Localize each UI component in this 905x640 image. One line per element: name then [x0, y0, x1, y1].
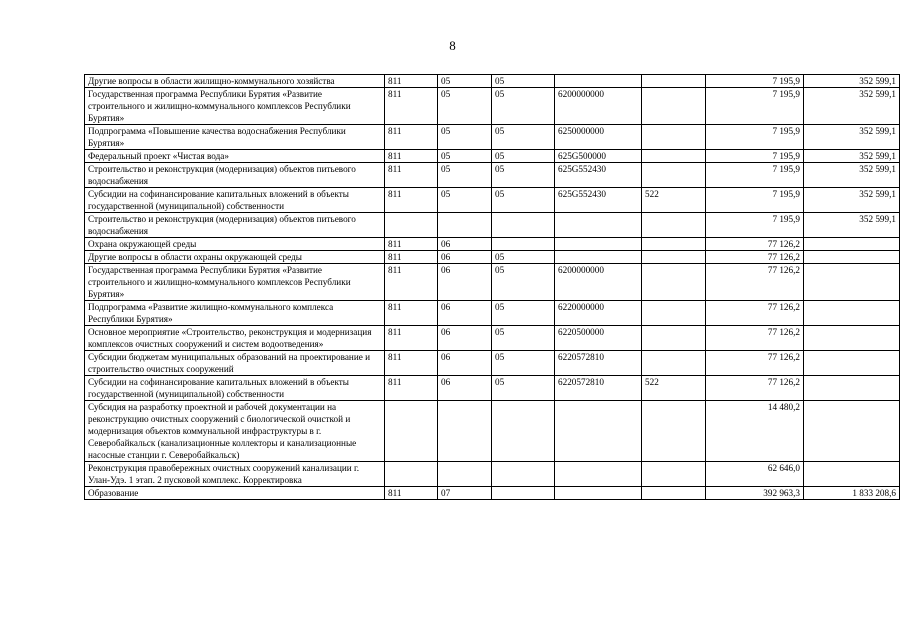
- cell-target-article: [555, 251, 642, 264]
- cell-section-code: [438, 401, 492, 462]
- cell-section-code: 05: [438, 150, 492, 163]
- cell-subsection-code: [492, 401, 555, 462]
- cell-sum-1: 77 126,2: [706, 264, 804, 301]
- cell-name: Субсидии бюджетам муниципальных образований на проектирование и строительство очистных сооружений: [85, 351, 385, 376]
- cell-expense-type: [642, 351, 706, 376]
- cell-section-code: 06: [438, 351, 492, 376]
- table-row: [85, 351, 900, 376]
- cell-sum-2: 1 833 208,6: [804, 487, 900, 500]
- cell-sum-1: 7 195,9: [706, 150, 804, 163]
- cell-sum-2: [804, 401, 900, 462]
- cell-sum-1: 7 195,9: [706, 163, 804, 188]
- cell-section-code: [438, 213, 492, 238]
- cell-section-code: 05: [438, 75, 492, 88]
- cell-expense-type: [642, 163, 706, 188]
- cell-section-code: [438, 462, 492, 487]
- cell-target-article: [555, 238, 642, 251]
- table-row: [85, 150, 900, 163]
- cell-name: Строительство и реконструкция (модернизация) объектов питьевого водоснабжения: [85, 213, 385, 238]
- cell-expense-type: [642, 213, 706, 238]
- cell-section-code: 05: [438, 88, 492, 125]
- cell-sum-1: 14 480,2: [706, 401, 804, 462]
- table-row: [85, 88, 900, 125]
- cell-subsection-code: 05: [492, 376, 555, 401]
- cell-grbs-code: [385, 213, 438, 238]
- table-row: [85, 326, 900, 351]
- cell-subsection-code: 05: [492, 163, 555, 188]
- cell-sum-2: [804, 238, 900, 251]
- cell-section-code: 05: [438, 188, 492, 213]
- cell-subsection-code: 05: [492, 88, 555, 125]
- cell-name: Подпрограмма «Повышение качества водоснабжения Республики Бурятия»: [85, 125, 385, 150]
- table-row: [85, 238, 900, 251]
- cell-sum-2: 352 599,1: [804, 150, 900, 163]
- cell-expense-type: [642, 487, 706, 500]
- table-row: [85, 125, 900, 150]
- table-row: [85, 462, 900, 487]
- table-row: [85, 401, 900, 462]
- cell-section-code: 06: [438, 376, 492, 401]
- cell-grbs-code: 811: [385, 150, 438, 163]
- cell-grbs-code: 811: [385, 351, 438, 376]
- cell-subsection-code: 05: [492, 150, 555, 163]
- cell-expense-type: 522: [642, 376, 706, 401]
- cell-target-article: [555, 401, 642, 462]
- cell-subsection-code: 05: [492, 264, 555, 301]
- cell-section-code: 05: [438, 125, 492, 150]
- cell-sum-2: 352 599,1: [804, 188, 900, 213]
- cell-name: Охрана окружающей среды: [85, 238, 385, 251]
- cell-sum-1: 62 646,0: [706, 462, 804, 487]
- cell-section-code: 06: [438, 264, 492, 301]
- cell-target-article: 6200000000: [555, 264, 642, 301]
- cell-sum-1: 77 126,2: [706, 326, 804, 351]
- cell-sum-1: 7 195,9: [706, 213, 804, 238]
- cell-subsection-code: 05: [492, 326, 555, 351]
- budget-table: [84, 74, 900, 500]
- cell-sum-1: 7 195,9: [706, 125, 804, 150]
- cell-sum-2: 352 599,1: [804, 213, 900, 238]
- cell-subsection-code: 05: [492, 75, 555, 88]
- cell-expense-type: [642, 326, 706, 351]
- table-row: [85, 251, 900, 264]
- cell-section-code: 06: [438, 326, 492, 351]
- cell-name: Государственная программа Республики Бурятия «Развитие строительного и жилищно-коммунального комплексов Республики Бурятия»: [85, 264, 385, 301]
- cell-grbs-code: 811: [385, 301, 438, 326]
- cell-grbs-code: 811: [385, 88, 438, 125]
- cell-sum-1: 77 126,2: [706, 251, 804, 264]
- cell-sum-1: 7 195,9: [706, 188, 804, 213]
- cell-name: Субсидия на разработку проектной и рабочей документации на реконструкцию очистных сооружений с биологической очисткой и модернизация объектов коммунальной инфраструктуры в г. Северобайкальск (канализационные коллекторы и канализационные насосные станции г. Северобайкальск): [85, 401, 385, 462]
- table-row: [85, 376, 900, 401]
- cell-subsection-code: 05: [492, 188, 555, 213]
- cell-sum-1: 77 126,2: [706, 351, 804, 376]
- table-row: [85, 301, 900, 326]
- cell-grbs-code: [385, 401, 438, 462]
- cell-name: Государственная программа Республики Бурятия «Развитие строительного и жилищно-коммунального комплексов Республики Бурятия»: [85, 88, 385, 125]
- cell-expense-type: [642, 75, 706, 88]
- page-number: 8: [449, 38, 456, 53]
- cell-sum-1: 392 963,3: [706, 487, 804, 500]
- cell-sum-1: 77 126,2: [706, 301, 804, 326]
- cell-subsection-code: 05: [492, 351, 555, 376]
- cell-sum-2: [804, 251, 900, 264]
- cell-name: Субсидии на софинансирование капитальных вложений в объекты государственной (муниципальной) собственности: [85, 188, 385, 213]
- cell-grbs-code: 811: [385, 264, 438, 301]
- cell-expense-type: [642, 462, 706, 487]
- table-row: [85, 75, 900, 88]
- cell-expense-type: [642, 88, 706, 125]
- cell-name: Строительство и реконструкция (модернизация) объектов питьевого водоснабжения: [85, 163, 385, 188]
- cell-target-article: 6220572810: [555, 351, 642, 376]
- cell-sum-2: 352 599,1: [804, 75, 900, 88]
- table-row: [85, 213, 900, 238]
- cell-section-code: 06: [438, 251, 492, 264]
- cell-target-article: 6200000000: [555, 88, 642, 125]
- cell-target-article: [555, 462, 642, 487]
- cell-expense-type: [642, 125, 706, 150]
- cell-section-code: 07: [438, 487, 492, 500]
- cell-target-article: 625G552430: [555, 188, 642, 213]
- cell-name: Другие вопросы в области охраны окружающей среды: [85, 251, 385, 264]
- cell-name: Основное мероприятие «Строительство, реконструкция и модернизация комплексов очистных сооружений и систем водоотведения»: [85, 326, 385, 351]
- cell-section-code: 05: [438, 163, 492, 188]
- cell-sum-2: 352 599,1: [804, 163, 900, 188]
- cell-name: Подпрограмма «Развитие жилищно-коммунального комплекса Республики Бурятия»: [85, 301, 385, 326]
- table-row: [85, 163, 900, 188]
- cell-target-article: 6250000000: [555, 125, 642, 150]
- cell-expense-type: [642, 301, 706, 326]
- cell-subsection-code: 05: [492, 301, 555, 326]
- cell-expense-type: [642, 251, 706, 264]
- cell-sum-1: 7 195,9: [706, 75, 804, 88]
- cell-target-article: 6220500000: [555, 326, 642, 351]
- cell-target-article: 6220000000: [555, 301, 642, 326]
- cell-sum-1: 77 126,2: [706, 376, 804, 401]
- budget-table-body: [85, 75, 900, 500]
- cell-section-code: 06: [438, 301, 492, 326]
- cell-expense-type: [642, 238, 706, 251]
- cell-sum-2: 352 599,1: [804, 125, 900, 150]
- cell-sum-2: 352 599,1: [804, 88, 900, 125]
- cell-grbs-code: [385, 462, 438, 487]
- table-row: [85, 264, 900, 301]
- cell-grbs-code: 811: [385, 487, 438, 500]
- cell-name: Другие вопросы в области жилищно-коммунального хозяйства: [85, 75, 385, 88]
- cell-grbs-code: 811: [385, 376, 438, 401]
- cell-sum-1: 7 195,9: [706, 88, 804, 125]
- cell-sum-2: [804, 326, 900, 351]
- cell-target-article: 625G500000: [555, 150, 642, 163]
- table-row: [85, 188, 900, 213]
- cell-section-code: 06: [438, 238, 492, 251]
- cell-name: Субсидии на софинансирование капитальных вложений в объекты государственной (муниципальной) собственности: [85, 376, 385, 401]
- cell-target-article: [555, 213, 642, 238]
- cell-name: Реконструкция правобережных очистных сооружений канализации г. Улан-Удэ. 1 этап. 2 пусковой комплекс. Корректировка: [85, 462, 385, 487]
- cell-sum-2: [804, 351, 900, 376]
- cell-name: Федеральный проект «Чистая вода»: [85, 150, 385, 163]
- cell-grbs-code: 811: [385, 125, 438, 150]
- cell-grbs-code: 811: [385, 326, 438, 351]
- cell-target-article: [555, 487, 642, 500]
- cell-subsection-code: 05: [492, 125, 555, 150]
- cell-sum-2: [804, 301, 900, 326]
- cell-sum-2: [804, 264, 900, 301]
- cell-name: Образование: [85, 487, 385, 500]
- cell-grbs-code: 811: [385, 251, 438, 264]
- cell-expense-type: 522: [642, 188, 706, 213]
- cell-sum-1: 77 126,2: [706, 238, 804, 251]
- cell-target-article: 6220572810: [555, 376, 642, 401]
- cell-expense-type: [642, 150, 706, 163]
- cell-subsection-code: 05: [492, 251, 555, 264]
- cell-subsection-code: [492, 462, 555, 487]
- cell-subsection-code: [492, 238, 555, 251]
- cell-expense-type: [642, 264, 706, 301]
- cell-expense-type: [642, 401, 706, 462]
- cell-grbs-code: 811: [385, 163, 438, 188]
- cell-sum-2: [804, 462, 900, 487]
- cell-sum-2: [804, 376, 900, 401]
- table-row: [85, 487, 900, 500]
- cell-grbs-code: 811: [385, 188, 438, 213]
- cell-target-article: 625G552430: [555, 163, 642, 188]
- cell-grbs-code: 811: [385, 238, 438, 251]
- cell-grbs-code: 811: [385, 75, 438, 88]
- cell-target-article: [555, 75, 642, 88]
- cell-subsection-code: [492, 487, 555, 500]
- cell-subsection-code: [492, 213, 555, 238]
